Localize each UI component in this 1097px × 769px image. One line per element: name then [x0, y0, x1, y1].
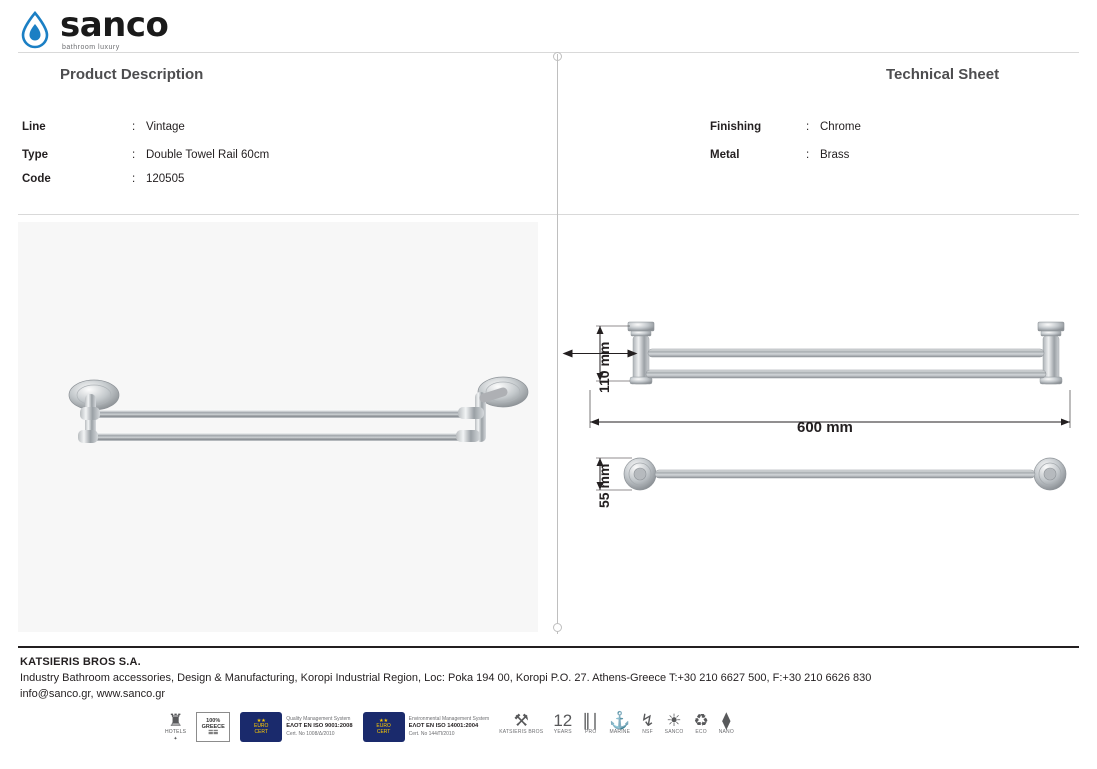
- chess-rook-icon: ♜: [167, 711, 184, 730]
- nsf-badge: [640, 712, 654, 736]
- eurocert-stars-icon: ★★ EURO CERT: [363, 712, 405, 742]
- iso-9001-badge: [240, 712, 352, 742]
- iso-9001-cert: Cert. No 1008/Δ/2010: [286, 730, 335, 737]
- marine-badge: [609, 712, 630, 736]
- product-photo: [18, 222, 538, 632]
- made-in-greece-line3: ☰☰: [208, 730, 219, 736]
- triple-line-icon: ∥∣: [582, 711, 600, 730]
- spec-row: [22, 149, 269, 161]
- hotels-badge-caption: HOTELS: [165, 729, 187, 735]
- katsieris-bros-caption: KATSIERIS BROS: [499, 729, 544, 735]
- brand-logo: [18, 5, 169, 51]
- katsieris-bros-badge: [499, 712, 543, 736]
- arrow-icon: ↯: [640, 711, 655, 730]
- eco-badge: [693, 712, 708, 736]
- twelve-years-number: 12: [553, 711, 573, 730]
- iso-9001-standard: EΛOT EN ISO 9001:2008: [286, 723, 353, 730]
- footer-divider: [18, 646, 1079, 648]
- eurocert-stars-icon: ★★ EURO CERT: [240, 712, 282, 742]
- spec-label-line: Line: [22, 121, 46, 133]
- spec-colon: :: [132, 121, 136, 133]
- product-description-title: Product Description: [60, 66, 204, 83]
- iso-14001-standard: EΛOT EN ISO 14001:2004: [408, 723, 479, 730]
- 12-years-badge: [553, 712, 572, 736]
- spec-row: [710, 149, 849, 161]
- spec-row: [710, 121, 861, 133]
- spec-row: [22, 121, 185, 133]
- water-drop-icon: [18, 11, 52, 49]
- spec-colon: :: [132, 149, 136, 161]
- hammer-icon: ⚒: [513, 711, 529, 730]
- quality-lines-badge: [582, 712, 599, 736]
- iso-14001-badge: [363, 712, 490, 742]
- spec-label-type: Type: [22, 149, 48, 161]
- marine-caption: MARINE: [609, 729, 631, 735]
- made-in-greece-line1: 100%: [206, 718, 221, 724]
- recycle-icon: ♻: [693, 711, 709, 730]
- spec-colon: :: [806, 149, 810, 161]
- iso-14001-title: Environmental Management System: [408, 716, 490, 723]
- content-divider: [18, 214, 1079, 215]
- dimension-height-label: 110 mm: [596, 341, 612, 393]
- certification-badges: [165, 712, 995, 762]
- sanco-sun-caption: SANCO: [664, 729, 684, 735]
- spec-value-finishing: Chrome: [820, 121, 861, 133]
- iso-14001-cert: Cert. No 144/Π/2010: [408, 730, 455, 737]
- spec-value-line: Vintage: [146, 121, 185, 133]
- spec-colon: :: [132, 173, 136, 185]
- footer-contact[interactable]: info@sanco.gr, www.sanco.gr: [20, 687, 166, 700]
- nsf-caption: NSF: [642, 729, 653, 735]
- eco-caption: ECO: [695, 729, 707, 735]
- sanco-sun-badge: [665, 712, 684, 736]
- header-divider: [18, 52, 1079, 53]
- anchor-icon: ⚓: [609, 711, 631, 730]
- spec-value-type: Double Towel Rail 60cm: [146, 149, 270, 161]
- made-in-greece-line2: GREECE: [201, 724, 225, 730]
- spec-row: [22, 173, 184, 185]
- quality-lines-caption: PRO: [585, 729, 597, 735]
- made-in-greece-badge: [196, 712, 230, 742]
- hotels-badge: ♜ HOTELS ✦: [165, 711, 187, 742]
- vertical-divider: [557, 54, 558, 634]
- brand-name: sanco: [60, 5, 169, 45]
- brand-tagline: bathroom luxury: [62, 44, 120, 51]
- spec-value-code: 120505: [146, 173, 185, 185]
- nano-icon: ⧫: [722, 711, 731, 730]
- footer: [20, 655, 871, 703]
- nano-badge: [719, 712, 734, 736]
- spec-value-metal: Brass: [820, 149, 850, 161]
- dimension-depth-label: 55 mm: [596, 463, 612, 508]
- footer-company-name: KATSIERIS BROS S.A.: [20, 656, 141, 668]
- twelve-years-caption: YEARS: [553, 729, 572, 735]
- iso-9001-title: Quality Management System: [286, 716, 351, 723]
- spec-label-metal: Metal: [710, 149, 740, 161]
- spec-label-finishing: Finishing: [710, 121, 762, 133]
- dimension-width-label: 600 mm: [797, 419, 853, 436]
- sun-icon: ☀: [666, 711, 682, 730]
- technical-sheet-title: Technical Sheet: [886, 66, 1000, 83]
- footer-address: Industry Bathroom accessories, Design & Manufacturing, Koropi Industrial Region, Loc: Poka 194 00, Koropi P.O. 27. Athens-Greece T:+30 210 6627 500, F:+30 210 6626 830: [20, 671, 872, 684]
- spec-colon: :: [806, 121, 810, 133]
- spec-label-code: Code: [22, 173, 51, 185]
- nano-caption: NANO: [718, 729, 734, 735]
